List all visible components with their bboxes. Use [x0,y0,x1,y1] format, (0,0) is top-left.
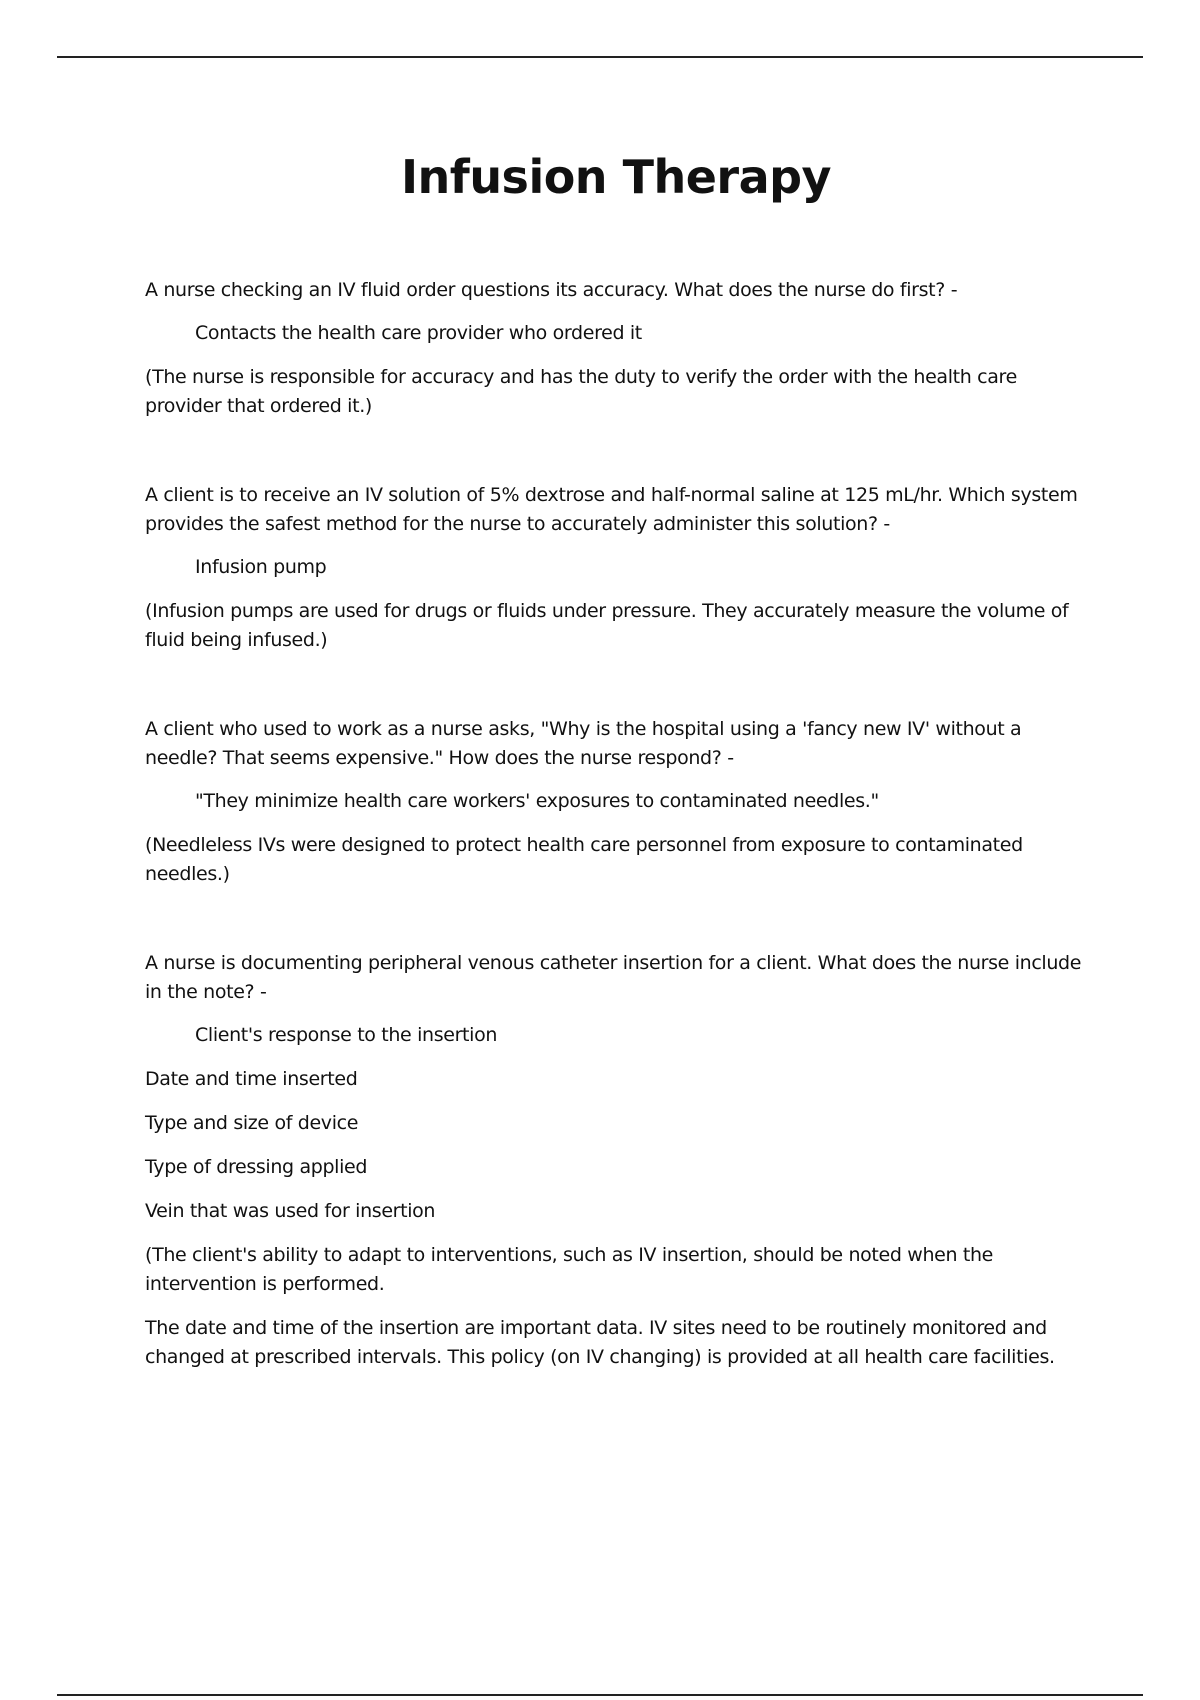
question-block-3 [145,715,1090,889]
question-block-4 [145,949,1090,1372]
question-block-1 [145,276,1090,421]
answer-list-item: Type and size of device [145,1112,359,1134]
page-title: Infusion Therapy [400,150,832,204]
question-text: A nurse is documenting peripheral venous catheter insertion for a client. What does the nurse include in the note? - [145,952,1082,1003]
rationale-text-continued: The date and time of the insertion are important data. IV sites need to be routinely monitored and changed at prescribed intervals. This policy (on IV changing) is provided at all health care facilities. [145,1317,1055,1368]
answer-text: "They minimize health care workers' exposures to contaminated needles." [195,790,879,812]
answer-list-item: Vein that was used for insertion [145,1200,436,1222]
answer-list-item: Date and time inserted [145,1068,358,1090]
answer-text: Infusion pump [195,556,327,578]
rationale-text: (Needleless IVs were designed to protect health care personnel from exposure to contaminated needles.) [145,834,1023,885]
top-divider [57,56,1143,58]
answer-list-item: Type of dressing applied [145,1156,368,1178]
question-text: A client who used to work as a nurse asks, "Why is the hospital using a 'fancy new IV' without a needle? That seems expensive." How does the nurse respond? - [145,718,1022,769]
rationale-text: (The client's ability to adapt to interventions, such as IV insertion, should be noted when the intervention is performed. [145,1244,994,1295]
rationale-text: (Infusion pumps are used for drugs or fluids under pressure. They accurately measure the volume of fluid being infused.) [145,600,1069,651]
rationale-text: (The nurse is responsible for accuracy and has the duty to verify the order with the health care provider that ordered it.) [145,366,1017,417]
answer-text: Contacts the health care provider who ordered it [195,322,642,344]
question-text: A client is to receive an IV solution of 5% dextrose and half-normal saline at 125 mL/hr. Which system provides the safest method for the nurse to accurately administer this solution? - [145,484,1078,535]
bottom-divider [57,1694,1143,1696]
answer-text: Client's response to the insertion [195,1024,498,1046]
question-block-2 [145,481,1090,655]
question-text: A nurse checking an IV fluid order questions its accuracy. What does the nurse do first? - [145,279,958,301]
document-body [145,276,1090,1372]
